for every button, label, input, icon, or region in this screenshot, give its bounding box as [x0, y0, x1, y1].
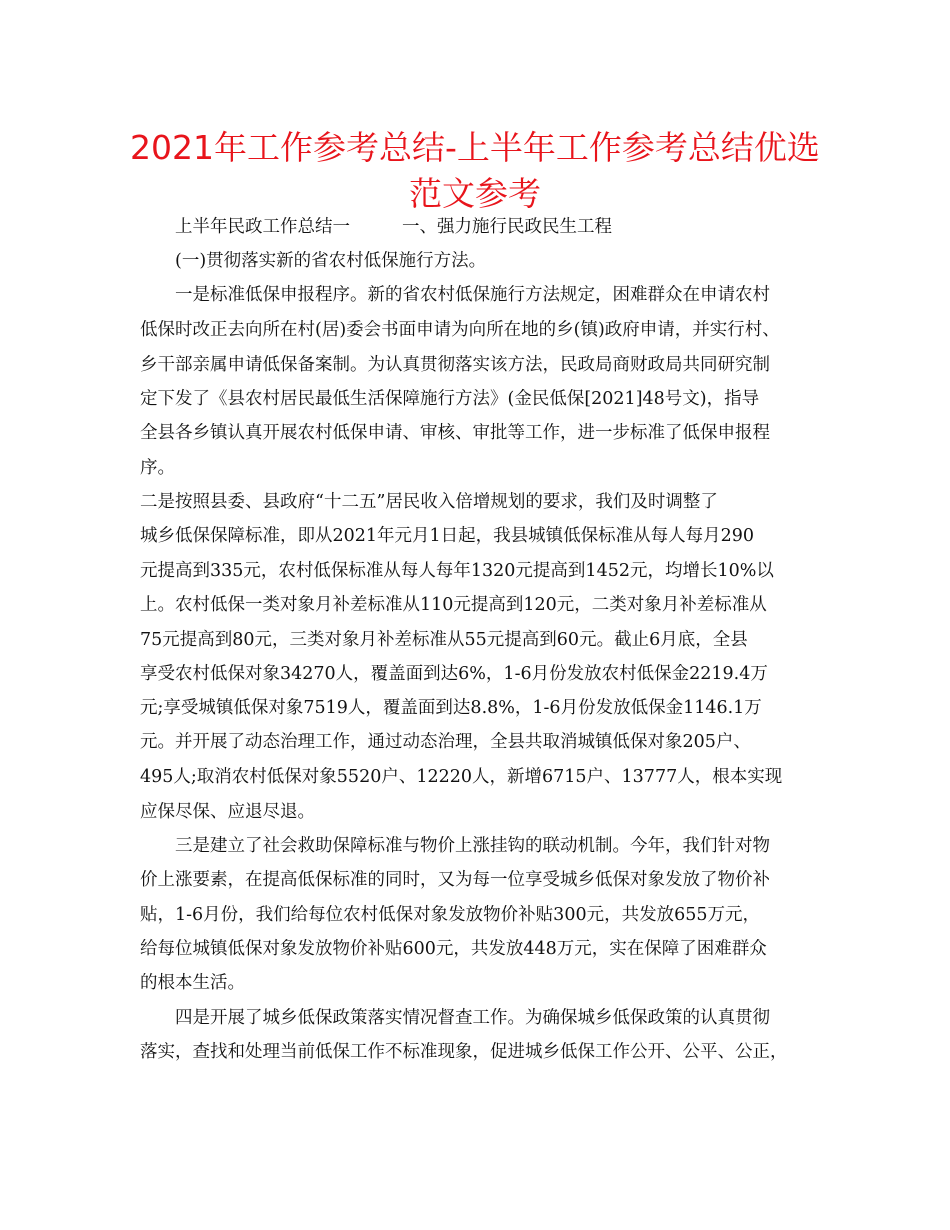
- paragraph-line: 三是建立了社会救助保障标准与物价上涨挂钩的联动机制。今年，我们针对物: [175, 836, 770, 856]
- document-title-line-2: 范文参考: [409, 174, 541, 213]
- paragraph-line: 元。并开展了动态治理工作，通过动态治理，全县共取消城镇低保对象205户、: [140, 732, 751, 752]
- paragraph-line: 二是按照县委、县政府“十二五”居民收入倍增规划的要求，我们及时调整了: [140, 492, 718, 512]
- paragraph-line: 城乡低保保障标准，即从2021年元月1日起，我县城镇低保标准从每人每月290: [140, 526, 755, 546]
- paragraph-line: 定下发了《县农村居民最低生活保障施行方法》(金民低保[2021]48号文)，指导: [140, 389, 760, 409]
- paragraph-line: 享受农村低保对象34270人，覆盖面到达6%，1-6月份发放农村低保金2219.4万: [140, 664, 768, 684]
- paragraph-line: 495人;取消农村低保对象5520户、12220人，新增6715户、13777人，根本实现: [140, 767, 783, 787]
- paragraph-line: 75元提高到80元，三类对象月补差标准从55元提高到60元。截止6月底，全县: [140, 630, 748, 650]
- paragraph-line: 应保尽保、应退尽退。: [140, 802, 315, 822]
- paragraph-line: 贴，1-6月份，我们给每位农村低保对象发放物价补贴300元，共发放655万元，: [140, 905, 760, 925]
- document-title-line-1: 2021年工作参考总结-上半年工作参考总结优选: [130, 128, 820, 167]
- paragraph-line: 四是开展了城乡低保政策落实情况督查工作。为确保城乡低保政策的认真贯彻: [175, 1008, 770, 1028]
- paragraph-line: 乡干部亲属申请低保备案制。为认真贯彻落实该方法，民政局商财政局共同研究制: [140, 355, 770, 375]
- paragraph-line: 全县各乡镇认真开展农村低保申请、审核、审批等工作，进一步标准了低保申报程: [140, 423, 770, 443]
- paragraph-line: 元;享受城镇低保对象7519人，覆盖面到达8.8%，1-6月份发放低保金1146.1万: [140, 698, 762, 718]
- intro-line: [175, 215, 855, 239]
- paragraph-line: 元提高到335元，农村低保标准从每人每年1320元提高到1452元，均增长10%以: [140, 561, 774, 581]
- intro-right: 一、强力施行民政民生工程: [402, 217, 612, 237]
- paragraph-line: 的根本生活。: [140, 973, 245, 993]
- paragraph-line: 一是标准低保申报程序。新的省农村低保施行方法规定，困难群众在申请农村: [175, 285, 770, 305]
- paragraph-line: 上。农村低保一类对象月补差标准从110元提高到120元，二类对象月补差标准从: [140, 595, 767, 615]
- paragraph-line: 序。: [140, 458, 175, 478]
- paragraph-line: 给每位城镇低保对象发放物价补贴600元，共发放448万元，实在保障了困难群众: [140, 939, 767, 959]
- intro-left: 上半年民政工作总结一: [175, 217, 350, 237]
- paragraph-line: 低保时改正去向所在村(居)委会书面申请为向所在地的乡(镇)政府申请，并实行村、: [140, 320, 780, 340]
- section-heading: (一)贯彻落实新的省农村低保施行方法。: [175, 251, 487, 271]
- paragraph-line: 价上涨要素，在提高低保标准的同时，又为每一位享受城乡低保对象发放了物价补: [140, 870, 770, 890]
- paragraph-line: 落实，查找和处理当前低保工作不标准现象，促进城乡低保工作公开、公平、公正，: [140, 1042, 788, 1062]
